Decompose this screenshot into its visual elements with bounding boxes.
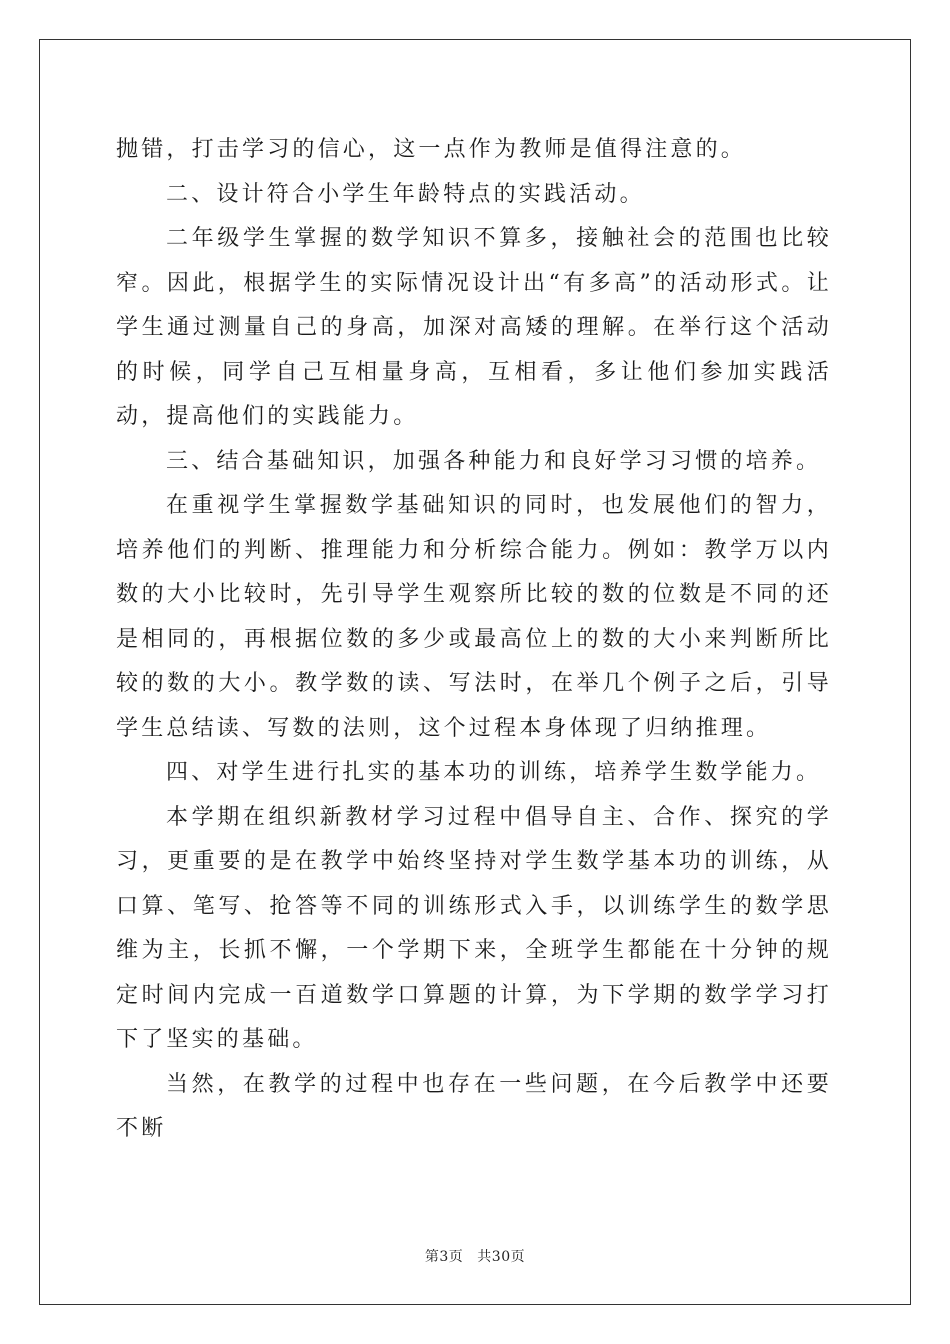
- document-body: [116, 128, 832, 1152]
- page-footer: [0, 1246, 950, 1266]
- section-heading: 二、设计符合小学生年龄特点的实践活动。: [166, 181, 645, 207]
- paragraph: 在重视学生掌握数学基础知识的同时，也发展他们的智力，培养他们的判断、推理能力和分析综合能力。例如：教学万以内数的大小比较时，先引导学生观察所比较的数的位数是不同的还是相同的，再根据位数的多少或最高位上的数的大小来判断所比较的数的大小。教学数的读、写法时，在举几个例子之后，引导学生总结读、写数的法则，这个过程本身体现了归纳推理。: [116, 493, 832, 741]
- page-total: 共30页: [477, 1249, 526, 1265]
- paragraph: 抛错，打击学习的信心，这一点作为教师是值得注意的。: [116, 137, 747, 162]
- section-heading: 四、对学生进行扎实的基本功的训练，培养学生数学能力。: [166, 760, 822, 785]
- section-heading: 三、结合基础知识，加强各种能力和良好学习习惯的培养。: [166, 448, 822, 474]
- paragraph: 本学期在组织新教材学习过程中倡导自主、合作、探究的学习，更重要的是在教学中始终坚持对学生数学基本功的训练，从口算、笔写、抢答等不同的训练形式入手，以训练学生的数学思维为主，长抓不懈，一个学期下来，全班学生都能在十分钟的规定时间内完成一百道数学口算题的计算，为下学期的数学学习打下了坚实的基础。: [116, 804, 832, 1052]
- page-number: 第3页: [424, 1249, 464, 1265]
- paragraph: 当然，在教学的过程中也存在一些问题，在今后教学中还要不断: [116, 1071, 832, 1141]
- paragraph: 二年级学生掌握的数学知识不算多，接触社会的范围也比较窄。因此，根据学生的实际情况设计出“有多高”的活动形式。让学生通过测量自己的身高，加深对高矮的理解。在举行这个活动的时候，同学自己互相量身高，互相看，多让他们参加实践活动，提高他们的实践能力。: [116, 226, 832, 429]
